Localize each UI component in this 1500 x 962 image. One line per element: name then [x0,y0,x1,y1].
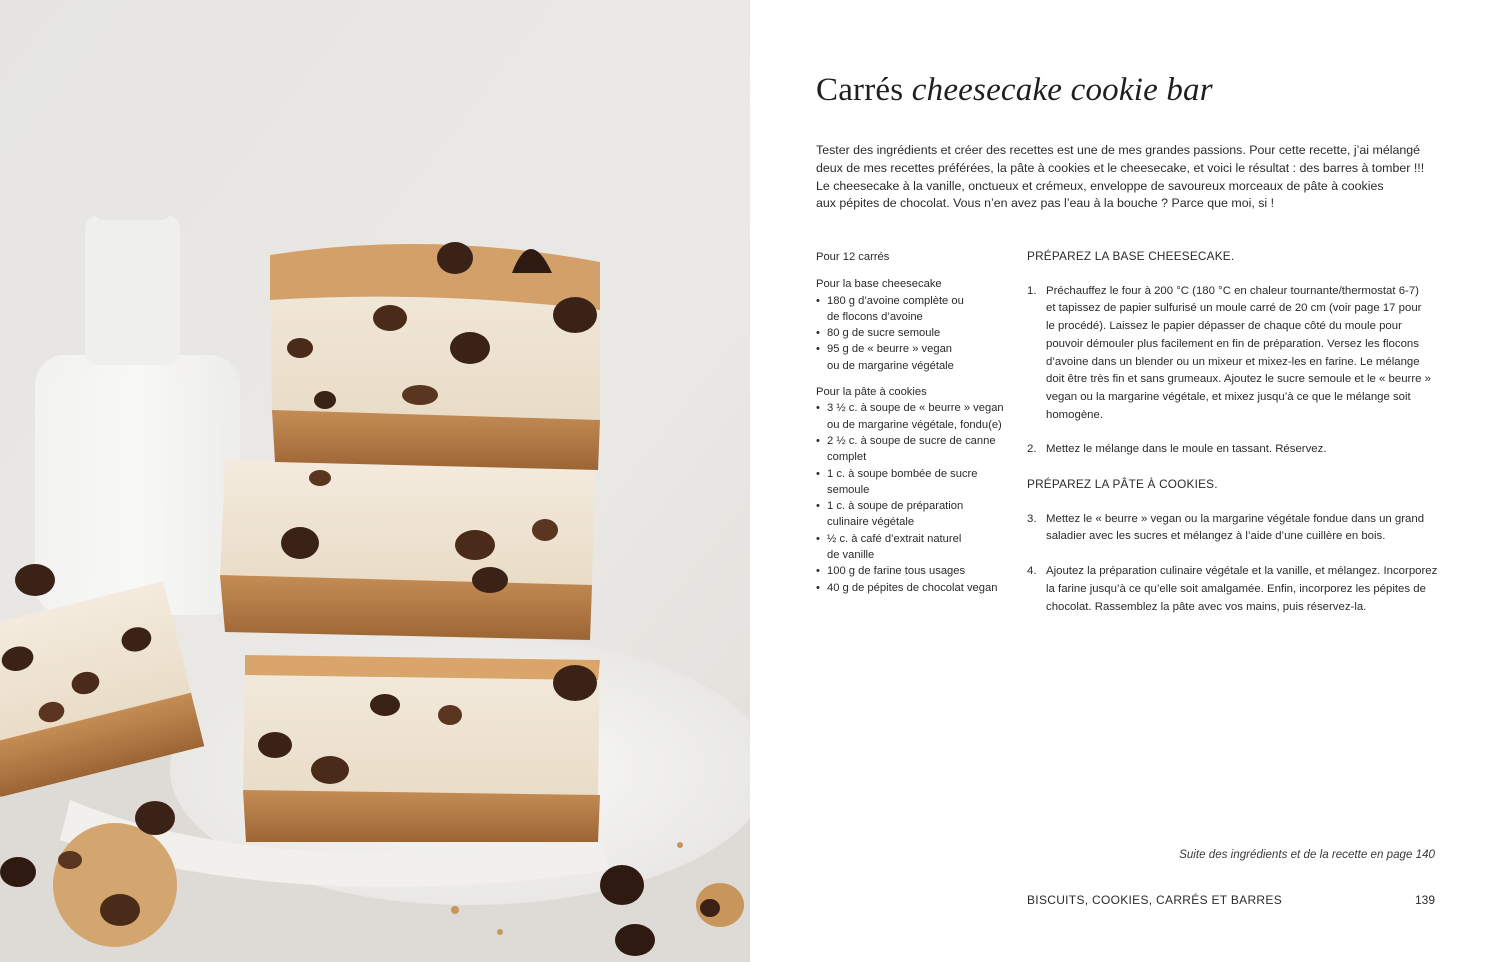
step-line: Mettez le mélange dans le moule en tassant. Réservez. [1046,443,1327,456]
ingredient-item [816,498,1011,531]
continuation-note: Suite des ingrédients et de la recette en page 140 [1179,848,1435,861]
step-number: 4. [1027,565,1037,578]
step-heading: PRÉPAREZ LA BASE CHEESECAKE. [1027,249,1235,263]
step-line: vegan ou la margarine végétale, et mixez jusqu’à ce que le mélange soit [1046,390,1411,403]
recipe-title [816,72,1213,109]
ingredient-item [816,580,1011,596]
step-line: la farine jusqu’à ce qu’elle soit amalgamée. Enfin, incorporez les pépites de [1046,582,1426,595]
ingredient-line: • 2 ½ c. à soupe de sucre de canne [827,434,996,447]
page-number: 139 [1414,893,1435,907]
ingredient-item [816,433,1011,466]
ingredient-line: culinaire végétale [827,516,915,529]
ingredient-line: • 95 g de « beurre » vegan [827,343,953,356]
step-line: le procédé). Laissez le papier dépasser de chaque côté du moule pour [1046,320,1402,333]
ingredient-item [816,531,1011,564]
ingredient-line: de vanille [827,549,875,562]
method-column [1027,248,1437,633]
title-regular: Carrés [816,72,904,108]
step-heading: PRÉPAREZ LA PÂTE À COOKIES. [1027,477,1218,492]
ingredient-item [816,341,1011,374]
ingredient-line: • 100 g de farine tous usages [827,565,966,578]
step-line: d’avoine dans un blender ou un mixeur et mixez-les en farine. Le mélange [1046,355,1420,368]
ingredient-line: • 40 g de pépites de chocolat vegan [827,581,998,594]
intro-line: Le cheesecake à la vanille, onctueux et crémeux, enveloppe de savoureux morceaux de pâte à cookies [816,178,1384,193]
step-number: 2. [1027,443,1037,456]
ingredient-line: • 1 c. à soupe bombée de sucre [827,467,978,480]
ingredient-list [816,293,1011,374]
step-3 [1027,511,1437,546]
ingredient-item [816,293,1011,326]
ingredient-line: • 80 g de sucre semoule [827,327,941,340]
step-1 [1027,283,1437,425]
bar-bottom [243,655,600,842]
intro-paragraph [816,142,1436,213]
intro-line: Tester des ingrédients et créer des recettes est une de mes grandes passions. Pour cette recette, j’ai mélangé [816,143,1421,157]
step-2 [1027,441,1437,459]
title-italic: cheesecake cookie bar [911,72,1213,108]
ingredient-list [816,400,1011,596]
step-line: Mettez le « beurre » vegan ou la margarine végétale fondue dans un grand [1046,512,1425,525]
step-line: chocolat. Rassemblez la pâte avec vos mains, puis réservez-la. [1046,600,1367,613]
ingredient-line: • 3 ½ c. à soupe de « beurre » vegan [827,402,1004,415]
ingredient-line: • 1 c. à soupe de préparation [827,500,964,513]
step-line: Préchauffez le four à 200 °C (180 °C en chaleur tournante/thermostat 6-7) [1046,284,1419,297]
step-line: et tapissez de papier sulfurisé un moule carré de 20 cm (voir page 17 pour [1046,302,1422,315]
bar-top [270,242,600,470]
servings: Pour 12 carrés [816,251,890,263]
ingredient-item [816,325,1011,341]
step-line: Ajoutez la préparation culinaire végétale et la vanille, et mélangez. Incorporez [1046,565,1438,578]
ingredient-line: ou de margarine végétale, fondu(e) [827,418,1002,431]
ingredient-item [816,400,1011,433]
ingredient-item [816,466,1011,499]
section-footer: BISCUITS, COOKIES, CARRÉS ET BARRES [1027,893,1282,907]
ingredient-line: • ½ c. à café d’extrait naturel [827,532,962,545]
ingredient-line: de flocons d’avoine [827,310,923,323]
bar-middle [220,460,595,640]
ingredient-line: • 180 g d’avoine complète ou [827,294,964,307]
ingredient-item [816,563,1011,579]
intro-line: aux pépites de chocolat. Vous n’en avez pas l’eau à la bouche ? Parce que moi, si ! [816,196,1275,211]
step-number: 1. [1027,284,1037,297]
ingredients-column [816,249,1011,606]
step-line: pouvoir démouler plus facilement en fin de préparation. Versez les flocons [1046,337,1419,350]
ingredient-line: semoule [827,483,870,496]
step-4 [1027,563,1437,616]
ingredient-line: ou de margarine végétale [827,359,954,372]
recipe-page [750,0,1500,962]
ingredient-group-heading: Pour la base cheesecake [816,278,942,291]
intro-line: deux de mes recettes préférées, la pâte à cookies et le cheesecake, et voici le résultat : des barres à tomber !!! [816,160,1425,175]
step-number: 3. [1027,512,1037,525]
ingredient-group-heading: Pour la pâte à cookies [816,386,927,399]
ingredient-line: complet [827,451,867,464]
step-line: doit être très fin et sans grumeaux. Ajoutez le sucre semoule et le « beurre » [1046,373,1431,386]
step-line: saladier avec les sucres et mélangez à l’aide d’une cuillère en bois. [1046,530,1386,543]
step-line: homogène. [1046,408,1103,421]
